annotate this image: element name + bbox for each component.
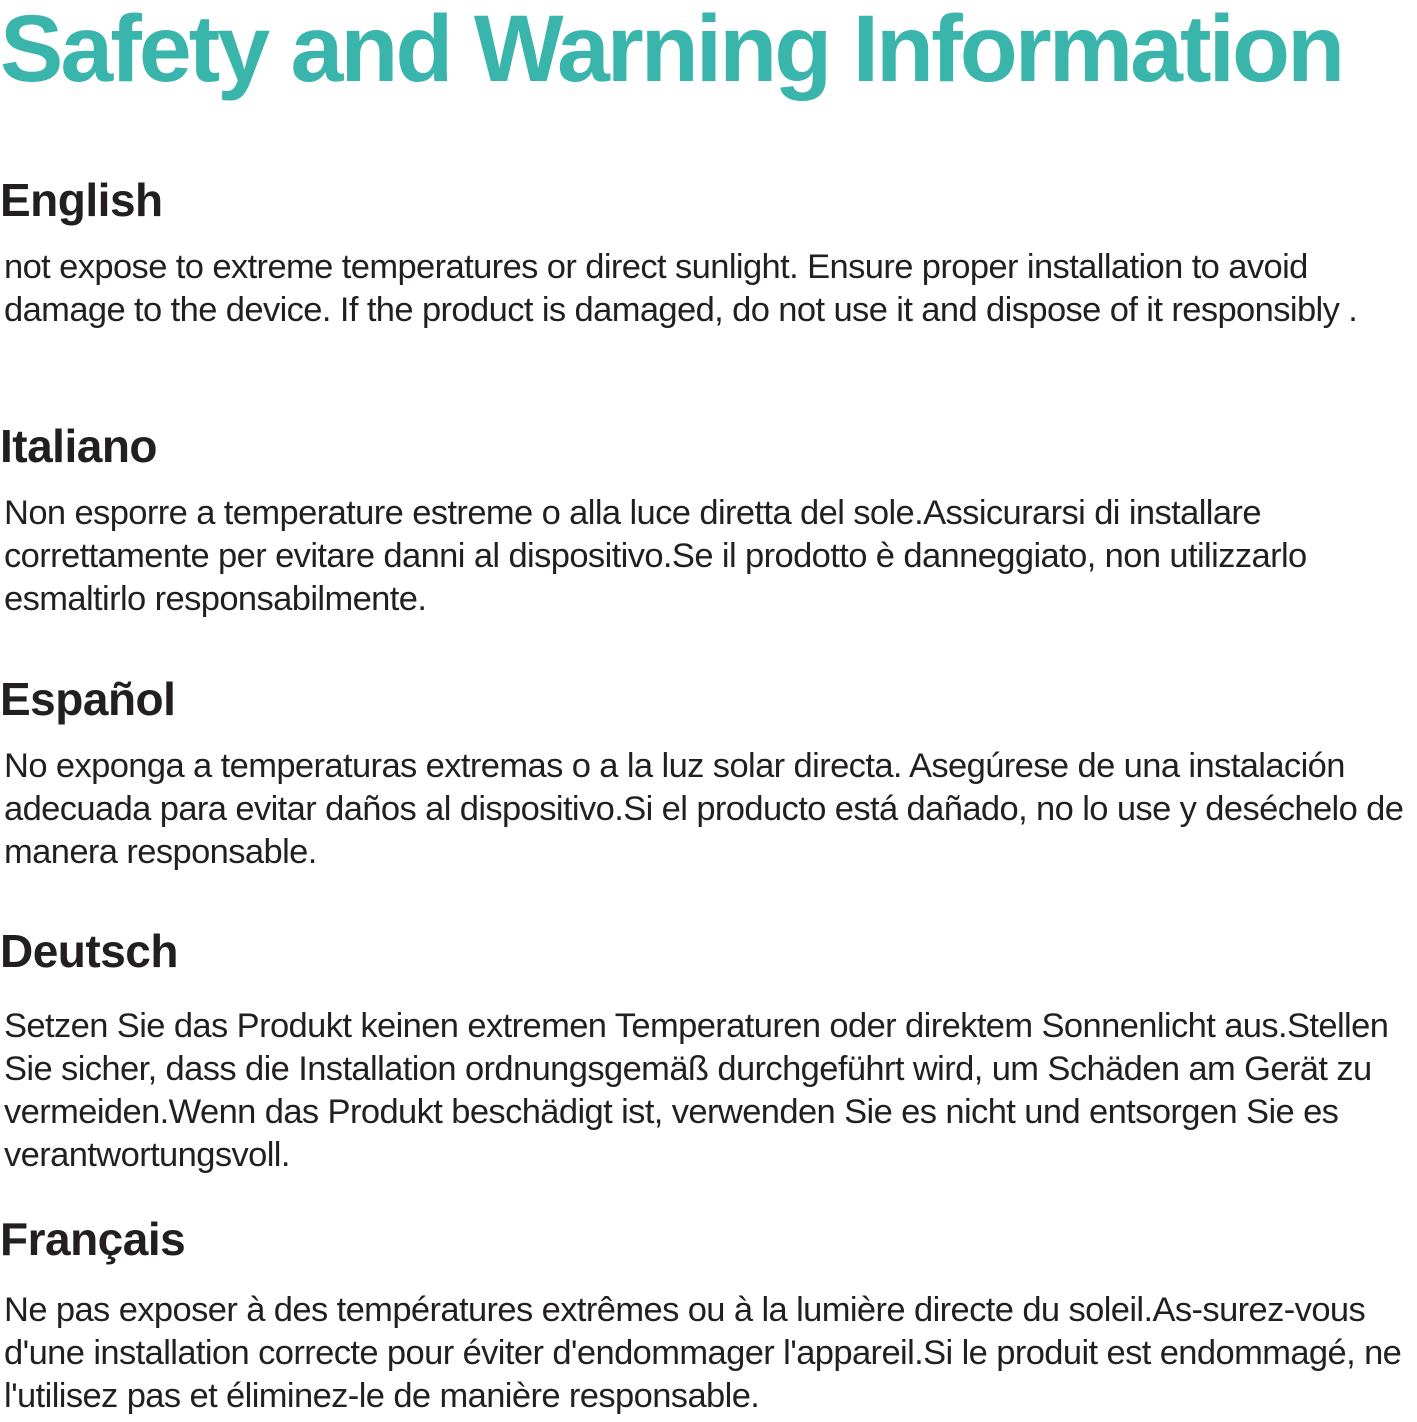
language-heading-deutsch: Deutsch [0, 925, 178, 977]
section-espanol [0, 673, 1417, 874]
page-title: Safety and Warning Information [0, 0, 1343, 102]
warning-text-english: not expose to extreme temperatures or direct sunlight. Ensure proper installation to avoid damage to the device. If the product is damaged, do not use it and dispose of it responsibly . [4, 248, 1358, 329]
language-heading-espanol: Español [0, 673, 176, 725]
language-heading-english: English [0, 174, 163, 226]
warning-text-francais: Ne pas exposer à des températures extrêmes ou à la lumière directe du soleil.As-surez-vous d'une installation correcte pour éviter d'endommager l'appareil.Si le produit est endommagé, ne l'utilisez pas et éliminez-le de manière responsable. [4, 1291, 1402, 1415]
section-francais [0, 1213, 1417, 1418]
warning-text-deutsch: Setzen Sie das Produkt keinen extremen Temperaturen oder direktem Sonnenlicht aus.Stellen Sie sicher, dass die Installation ordnungsgemäß durchgeführt wird, um Schäden am Gerät zu vermeiden.Wenn das Produkt beschädigt ist, verwenden Sie es nicht und entsorgen Sie es verantwortungsvoll. [4, 1007, 1389, 1174]
language-heading-francais: Français [0, 1213, 186, 1265]
section-english [0, 174, 1417, 332]
section-italiano [0, 420, 1417, 621]
language-heading-italiano: Italiano [0, 420, 158, 472]
section-deutsch [0, 925, 1417, 1177]
warning-text-espanol: No exponga a temperaturas extremas o a la luz solar directa. Asegúrese de una instalación adecuada para evitar daños al dispositivo.Si el producto está dañado, no lo use y deséchelo de manera responsable. [4, 747, 1404, 871]
warning-text-italiano: Non esporre a temperature estreme o alla luce diretta del sole.Assicurarsi di installare correttamente per evitare danni al dispositivo.Se il prodotto è danneggiato, non utilizzarlo esmaltirlo responsabilmente. [4, 494, 1307, 618]
